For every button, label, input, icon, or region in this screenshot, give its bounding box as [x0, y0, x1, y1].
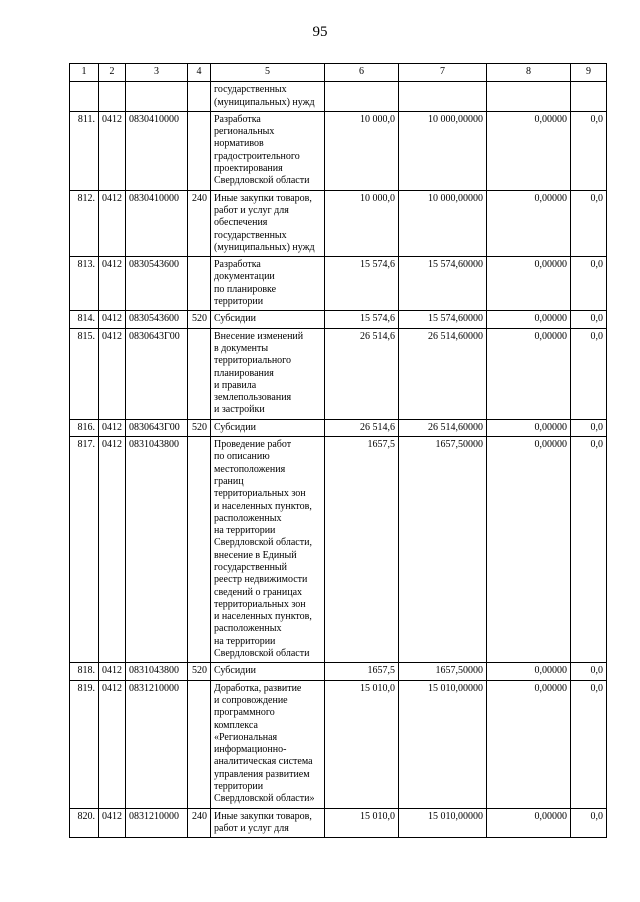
row-number-cell: 812.: [70, 190, 99, 256]
table-row: [70, 663, 607, 680]
expense-type-cell: [188, 680, 211, 808]
amount-cell: 10 000,0: [325, 190, 399, 256]
target-code-cell: 0831043800: [126, 437, 188, 663]
section-code-cell: 0412: [99, 257, 126, 311]
section-code-cell: 0412: [99, 663, 126, 680]
expense-type-cell: [188, 328, 211, 419]
table-row: [70, 680, 607, 808]
amount-other-cell: 0,00000: [487, 257, 571, 311]
table-row: [70, 190, 607, 256]
target-code-cell: 0831043800: [126, 663, 188, 680]
amount-remainder-cell: 0,0: [571, 257, 607, 311]
section-code-cell: 0412: [99, 190, 126, 256]
item-name-cell: Разработка региональных нормативов градостроительного проектирования Свердловской области: [211, 111, 325, 190]
amount-detailed-cell: 10 000,00000: [399, 190, 487, 256]
amount-detailed-cell: 26 514,60000: [399, 419, 487, 436]
amount-detailed-cell: 15 010,00000: [399, 808, 487, 838]
row-number-cell: 820.: [70, 808, 99, 838]
item-name-cell: Доработка, развитие и сопровождение программного комплекса «Региональная информационно- аналитическая система управления развитием территории Свердловской области»: [211, 680, 325, 808]
amount-cell: 10 000,0: [325, 111, 399, 190]
header-cell: 7: [399, 64, 487, 82]
header-cell: 1: [70, 64, 99, 82]
amount-detailed-cell: 26 514,60000: [399, 328, 487, 419]
amount-cell: 15 574,6: [325, 311, 399, 328]
target-code-cell: 0830410000: [126, 190, 188, 256]
row-number-cell: 815.: [70, 328, 99, 419]
row-number-cell: 814.: [70, 311, 99, 328]
table-row: [70, 437, 607, 663]
expense-type-cell: [188, 257, 211, 311]
target-code-cell: 0831210000: [126, 680, 188, 808]
row-number-cell: 811.: [70, 111, 99, 190]
header-cell: 9: [571, 64, 607, 82]
amount-remainder-cell: 0,0: [571, 190, 607, 256]
item-name-cell: Проведение работ по описанию местоположения границ территориальных зон и населенных пунктов, расположенных на территории Свердловской области, внесение в Единый государственный реестр недвижимости сведений о границах территориальных зон и населенных пунктов, расположенных на территории Свердловской области: [211, 437, 325, 663]
amount-remainder-cell: 0,0: [571, 663, 607, 680]
amount-other-cell: [487, 82, 571, 112]
section-code-cell: 0412: [99, 437, 126, 663]
header-cell: 3: [126, 64, 188, 82]
row-number-cell: 819.: [70, 680, 99, 808]
section-code-cell: 0412: [99, 111, 126, 190]
row-number-cell: 818.: [70, 663, 99, 680]
amount-other-cell: 0,00000: [487, 190, 571, 256]
target-code-cell: 0830543600: [126, 257, 188, 311]
amount-remainder-cell: 0,0: [571, 437, 607, 663]
page-number: 95: [312, 24, 328, 40]
item-name-cell: Субсидии: [211, 419, 325, 436]
header-cell: 8: [487, 64, 571, 82]
expense-type-cell: [188, 111, 211, 190]
amount-other-cell: 0,00000: [487, 328, 571, 419]
amount-cell: 26 514,6: [325, 328, 399, 419]
target-code-cell: [126, 82, 188, 112]
amount-detailed-cell: 1657,50000: [399, 663, 487, 680]
amount-other-cell: 0,00000: [487, 808, 571, 838]
amount-cell: 26 514,6: [325, 419, 399, 436]
row-number-cell: [70, 82, 99, 112]
amount-remainder-cell: 0,0: [571, 328, 607, 419]
amount-cell: 15 010,0: [325, 808, 399, 838]
amount-remainder-cell: 0,0: [571, 680, 607, 808]
header-cell: 6: [325, 64, 399, 82]
amount-detailed-cell: 15 574,60000: [399, 257, 487, 311]
table-row: [70, 808, 607, 838]
item-name-cell: Внесение изменений в документы территориального планирования и правила землепользования и застройки: [211, 328, 325, 419]
item-name-cell: Субсидии: [211, 663, 325, 680]
expense-type-cell: 240: [188, 808, 211, 838]
table-row: [70, 82, 607, 112]
amount-other-cell: 0,00000: [487, 680, 571, 808]
item-name-cell: Разработка документации по планировке территории: [211, 257, 325, 311]
item-name-cell: государственных (муниципальных) нужд: [211, 82, 325, 112]
amount-remainder-cell: 0,0: [571, 419, 607, 436]
table-body: [70, 82, 607, 838]
expense-type-cell: 520: [188, 419, 211, 436]
table-row: [70, 111, 607, 190]
expense-type-cell: 240: [188, 190, 211, 256]
table-row: [70, 257, 607, 311]
amount-other-cell: 0,00000: [487, 663, 571, 680]
section-code-cell: 0412: [99, 808, 126, 838]
amount-other-cell: 0,00000: [487, 437, 571, 663]
header-cell: 4: [188, 64, 211, 82]
target-code-cell: 0830543600: [126, 311, 188, 328]
amount-remainder-cell: 0,0: [571, 111, 607, 190]
header-row: [70, 64, 607, 82]
header-cell: 5: [211, 64, 325, 82]
amount-other-cell: 0,00000: [487, 111, 571, 190]
amount-detailed-cell: 1657,50000: [399, 437, 487, 663]
amount-cell: 15 574,6: [325, 257, 399, 311]
row-number-cell: 813.: [70, 257, 99, 311]
amount-cell: [325, 82, 399, 112]
amount-other-cell: 0,00000: [487, 419, 571, 436]
amount-cell: 15 010,0: [325, 680, 399, 808]
section-code-cell: [99, 82, 126, 112]
amount-remainder-cell: [571, 82, 607, 112]
amount-cell: 1657,5: [325, 437, 399, 663]
section-code-cell: 0412: [99, 680, 126, 808]
section-code-cell: 0412: [99, 311, 126, 328]
item-name-cell: Субсидии: [211, 311, 325, 328]
amount-detailed-cell: [399, 82, 487, 112]
row-number-cell: 817.: [70, 437, 99, 663]
item-name-cell: Иные закупки товаров, работ и услуг для: [211, 808, 325, 838]
table-row: [70, 311, 607, 328]
budget-table: [69, 63, 607, 838]
amount-detailed-cell: 15 010,00000: [399, 680, 487, 808]
section-code-cell: 0412: [99, 419, 126, 436]
table-row: [70, 419, 607, 436]
amount-remainder-cell: 0,0: [571, 311, 607, 328]
amount-cell: 1657,5: [325, 663, 399, 680]
expense-type-cell: 520: [188, 311, 211, 328]
section-code-cell: 0412: [99, 328, 126, 419]
table-row: [70, 328, 607, 419]
expense-type-cell: [188, 437, 211, 663]
expense-type-cell: [188, 82, 211, 112]
amount-detailed-cell: 15 574,60000: [399, 311, 487, 328]
header-cell: 2: [99, 64, 126, 82]
target-code-cell: 0830643Г00: [126, 328, 188, 419]
target-code-cell: 0830643Г00: [126, 419, 188, 436]
item-name-cell: Иные закупки товаров, работ и услуг для обеспечения государственных (муниципальных) нужд: [211, 190, 325, 256]
amount-detailed-cell: 10 000,00000: [399, 111, 487, 190]
amount-remainder-cell: 0,0: [571, 808, 607, 838]
row-number-cell: 816.: [70, 419, 99, 436]
amount-other-cell: 0,00000: [487, 311, 571, 328]
expense-type-cell: 520: [188, 663, 211, 680]
target-code-cell: 0831210000: [126, 808, 188, 838]
target-code-cell: 0830410000: [126, 111, 188, 190]
